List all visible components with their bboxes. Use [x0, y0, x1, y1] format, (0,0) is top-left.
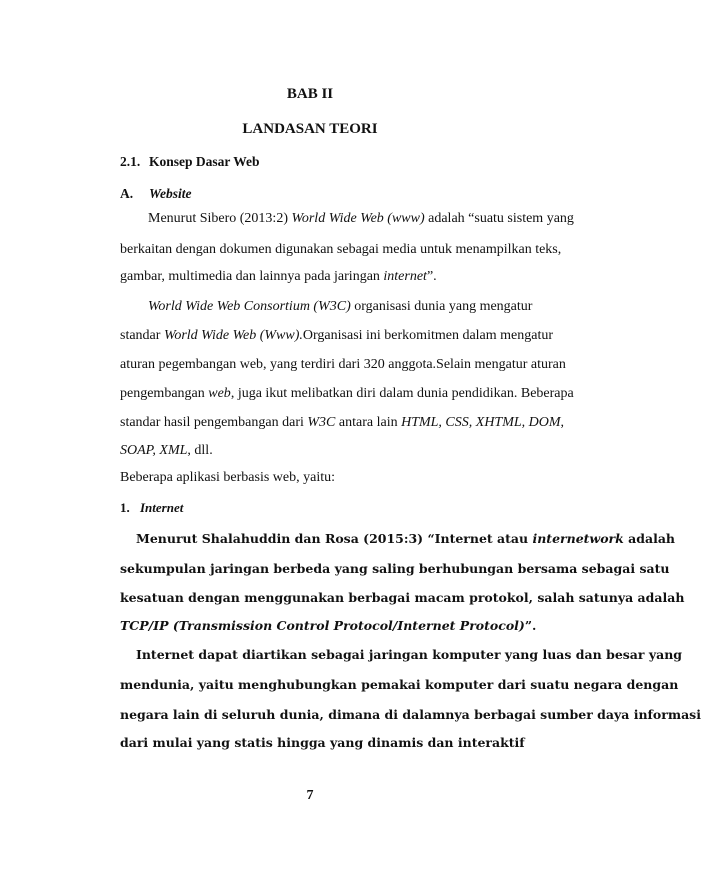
- paragraph-line: standar hasil pengembangan dari W3C antara lain HTML, CSS, XHTML, DOM,: [120, 415, 565, 430]
- item-title: Internet: [140, 500, 184, 515]
- list-intro: Beberapa aplikasi berbasis web, yaitu:: [120, 470, 335, 485]
- item-number: 1.: [120, 500, 130, 515]
- paragraph-line: berkaitan dengan dokumen digunakan sebagai media untuk menampilkan teks,: [120, 242, 562, 257]
- paragraph-line: pengembangan web, juga ikut melibatkan diri dalam dunia pendidikan. Beberapa: [120, 386, 574, 401]
- paragraph-line: kesatuan dengan menggunakan berbagai macam protokol, salah satunya adalah: [120, 590, 685, 605]
- paragraph-line: Menurut Sibero (2013:2) World Wide Web (www) adalah “suatu sistem yang: [148, 211, 574, 226]
- paragraph-line: SOAP, XML, dll.: [120, 443, 213, 458]
- paragraph-line: standar World Wide Web (Www).Organisasi ini berkomitmen dalam mengatur: [120, 328, 554, 343]
- paragraph-line: sekumpulan jaringan berbeda yang saling berhubungan bersama sebagai satu: [120, 561, 670, 576]
- section-title: Konsep Dasar Web: [149, 154, 260, 169]
- paragraph-line: aturan pegembangan web, yang terdiri dari 320 anggota.Selain mengatur aturan: [120, 357, 566, 372]
- paragraph-line: World Wide Web Consortium (W3C) organisasi dunia yang mengatur: [148, 299, 533, 314]
- chapter-heading: BAB II: [286, 86, 334, 102]
- paragraph-line: negara lain di seluruh dunia, dimana di dalamnya berbagai sumber daya informasi: [120, 707, 701, 722]
- subsection-letter: A.: [120, 186, 134, 201]
- subsection-title: Website: [149, 186, 192, 201]
- paragraph-line: TCP/IP (Transmission Control Protocol/Internet Protocol)”.: [120, 618, 537, 633]
- paragraph-line: dari mulai yang statis hingga yang dinamis dan interaktif: [120, 735, 525, 750]
- section-number: 2.1.: [120, 154, 141, 169]
- page-number: 7: [306, 788, 314, 803]
- paragraph-line: gambar, multimedia dan lainnya pada jaringan internet”.: [120, 269, 437, 284]
- chapter-title: LANDASAN TEORI: [242, 121, 378, 137]
- paragraph-line: Menurut Shalahuddin dan Rosa (2015:3) “Internet atau internetwork adalah: [136, 531, 676, 546]
- paragraph-line: Internet dapat diartikan sebagai jaringan komputer yang luas dan besar yang: [136, 647, 683, 662]
- paragraph-line: mendunia, yaitu menghubungkan pemakai komputer dari suatu negara dengan: [120, 677, 679, 692]
